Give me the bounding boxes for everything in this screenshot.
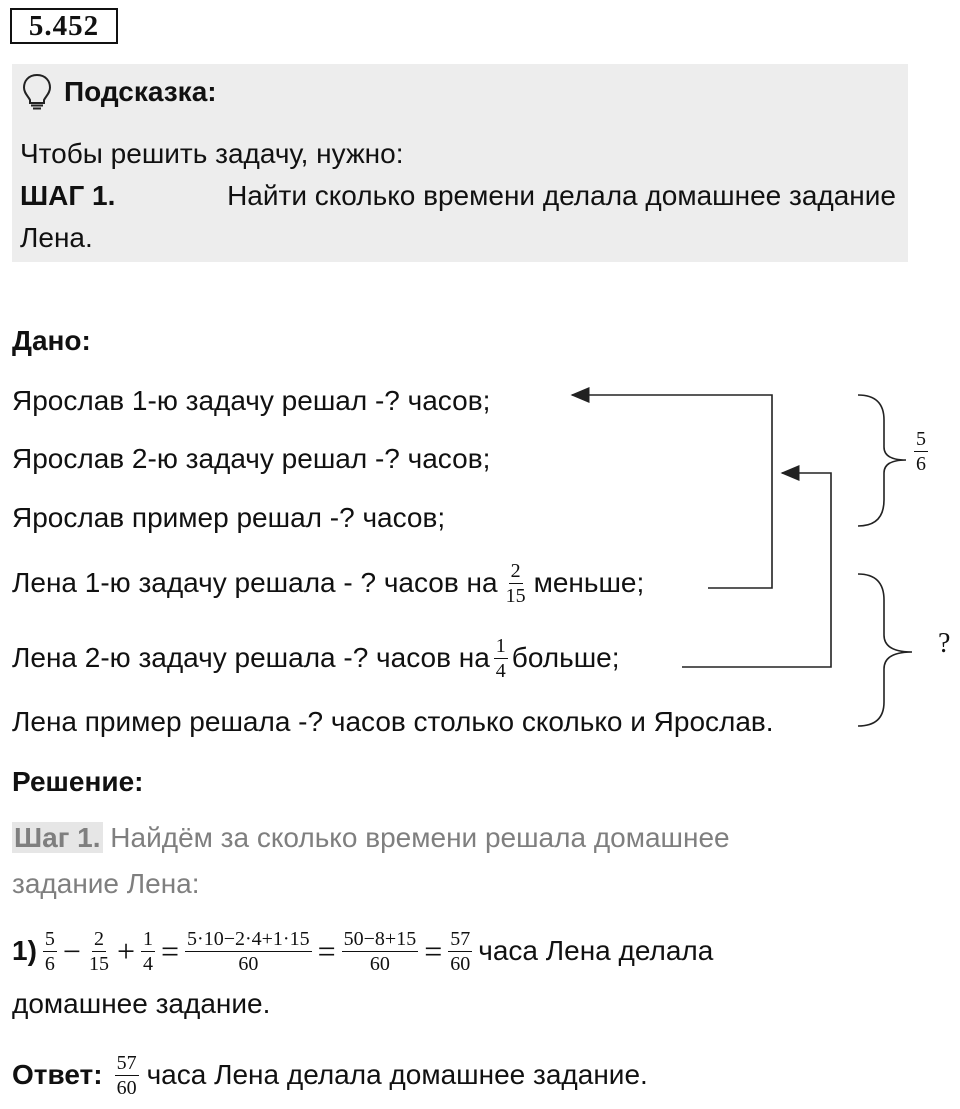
equals-sign: = (424, 932, 443, 969)
given-heading: Дано: (12, 325, 91, 356)
given-line-yaroslav-1: Ярослав 1-ю задачу решал -? часов; (12, 385, 491, 416)
fraction-1-4: $\frac{1}{4}$ (495, 634, 506, 682)
lena-1-suffix: меньше; (533, 567, 645, 598)
arrow-lena1-to-yaroslav1 (572, 395, 772, 588)
hint-intro: Чтобы решить задачу, нужно: (20, 138, 404, 169)
eq-fraction-result: $\frac{57}{60}$ (450, 927, 471, 975)
eq-fraction-summed: $\frac{50-8+15}{60}$ (343, 927, 417, 975)
given-line-yaroslav-3: Ярослав пример решал -? часов; (12, 502, 446, 533)
eq-fraction-expanded: $\frac{5\cdot 10-2\cdot 4+1\cdot 15}{60}$ (187, 927, 310, 975)
hint-title: Подсказка: (64, 76, 217, 107)
hint-step-text: Найти сколько времени делала домашнее задание (227, 180, 896, 211)
solution-step-text: Найдём за сколько времени решала домашнее (110, 822, 730, 853)
result-text-cont: домашнее задание. (12, 988, 271, 1019)
answer-fraction: $\frac{57}{60}$ (116, 1051, 137, 1099)
plus-sign: + (116, 932, 135, 969)
solution-step-text-cont: задание Лена: (12, 868, 200, 899)
lena-2-text: Лена 2-ю задачу решала -? часов на (12, 642, 490, 673)
hint-step-label: ШАГ 1. (20, 180, 116, 211)
solution-step-line (12, 822, 730, 854)
given-line-yaroslav-2: Ярослав 2-ю задачу решал -? часов; (12, 443, 491, 474)
hint-step-text-cont: Лена. (20, 222, 93, 253)
eq-fraction-5-6: $\frac{5}{6}$ (44, 927, 55, 975)
brace-top (858, 395, 906, 526)
solution-heading: Решение: (12, 766, 144, 797)
arrow-lena2-to-yaroslav2 (682, 473, 831, 667)
brace-bottom (858, 574, 912, 726)
fraction-2-15: $\frac{2}{15}$ (505, 559, 526, 607)
item-label: 1) (12, 935, 37, 966)
eq-fraction-1-4: $\frac{1}{4}$ (143, 927, 153, 975)
result-text: часа Лена делала (478, 935, 714, 966)
lena-2-suffix: больше; (511, 642, 620, 673)
minus-sign: − (62, 932, 81, 969)
answer-text: часа Лена делала домашнее задание. (146, 1059, 648, 1090)
equals-sign: = (161, 932, 180, 969)
lena-1-text: Лена 1-ю задачу решала - ? часов на (12, 567, 498, 598)
eq-fraction-2-15: $\frac{2}{15}$ (88, 927, 109, 975)
solution-step-label: Шаг 1. (14, 822, 101, 853)
task-number: 5.452 (10, 8, 118, 44)
solution-equation (12, 920, 713, 982)
answer-label: Ответ: (12, 1059, 103, 1090)
equals-sign: = (317, 932, 336, 969)
brace-bottom-label: ? (938, 628, 951, 659)
answer-line (12, 1044, 648, 1106)
brace-top-fraction: $\frac{5}{6}$ (916, 428, 926, 475)
given-line-lena-3: Лена пример решала -? часов столько сколько и Ярослав. (12, 706, 774, 737)
